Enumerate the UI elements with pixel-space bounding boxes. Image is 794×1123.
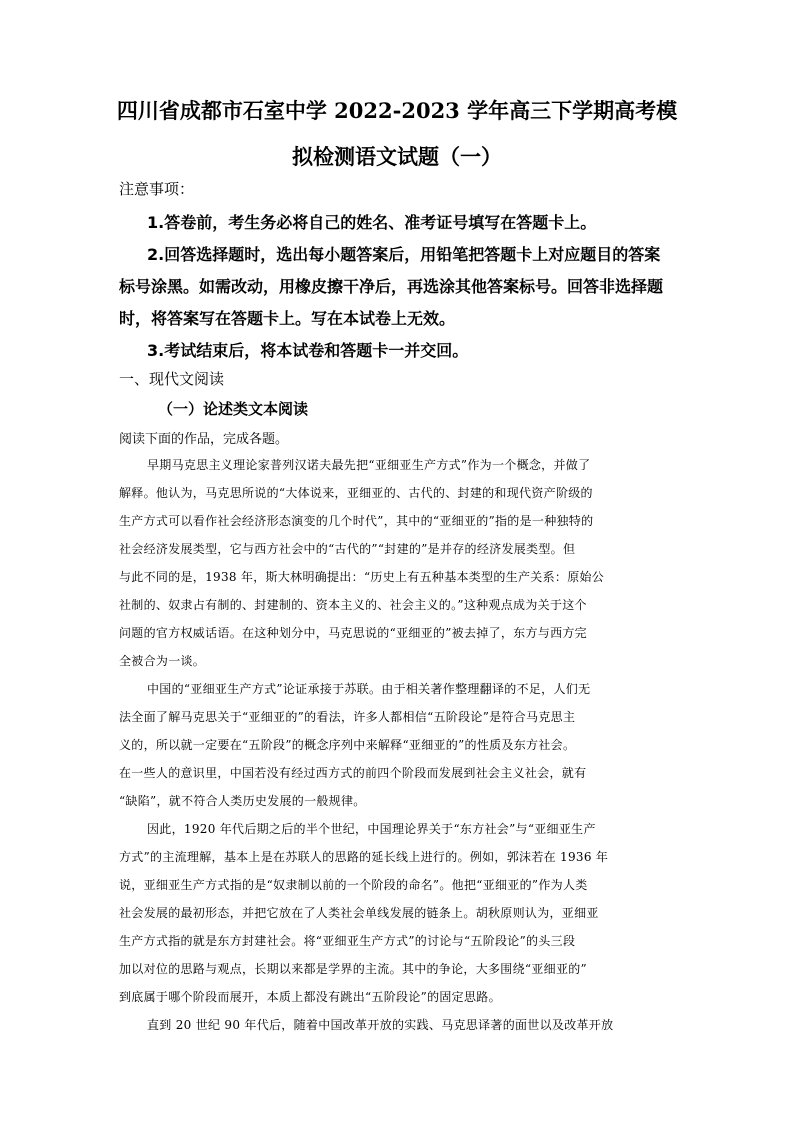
- notice-heading: 注意事项：: [119, 180, 195, 198]
- document-title-line-2: 拟检测语文试题（一）: [292, 144, 502, 169]
- body-line: 直到 20 世纪 90 年代后，随着中国改革开放的实践、马克思译著的面世以及改革开放: [147, 1018, 614, 1032]
- body-line: 解释。他认为，马克思所说的“大体说来，亚细亚的、古代的、封建的和现代资产阶级的: [119, 486, 593, 500]
- notice-item: 时，将答案写在答题卡上。写在本试卷上无效。: [119, 309, 456, 328]
- body-line: 社会发展的最初形态，并把它放在了人类社会单线发展的链条上。胡秋原则认为，亚细亚: [119, 906, 599, 920]
- notice-item: 3.考试结束后，将本试卷和答题卡一并交回。: [147, 341, 469, 360]
- body-line: 生产方式指的就是东方封建社会。将“亚细亚生产方式”的讨论与“五阶段论”的头三段: [119, 934, 576, 948]
- body-line: 中国的“亚细亚生产方式”论证承接于苏联。由于相关著作整理翻译的不足，人们无: [147, 682, 591, 696]
- body-line: 到底属于哪个阶段而展开，本质上都没有跳出“五阶段论”的固定思路。: [119, 990, 501, 1004]
- body-line: 生产方式可以看作社会经济形态演变的几个时代”，其中的“亚细亚的”指的是一种独特的: [119, 514, 594, 528]
- body-line: 全被合为一谈。: [119, 654, 206, 668]
- body-line: 加以对位的思路与观点，长期以来都是学界的主流。其中的争论，大多围绕“亚细亚的”: [119, 962, 587, 976]
- body-line: 说，亚细亚生产方式指的是“奴隶制以前的一个阶段的命名”。他把“亚细亚的”作为人类: [119, 878, 588, 892]
- body-line: 与此不同的是，1938 年，斯大林明确提出：“历史上有五种基本类型的生产关系：原始公: [119, 570, 605, 584]
- body-line: 方式”的主流理解，基本上是在苏联人的思路的延长线上进行的。例如，郭沫若在 1936 年: [119, 850, 609, 864]
- body-line: 问题的官方权威话语。在这种划分中，马克思说的“亚细亚的”被去掉了，东方与西方完: [119, 626, 587, 640]
- body-line: 因此，1920 年代后期之后的半个世纪，中国理论界关于“东方社会”与“亚细亚生产: [147, 822, 596, 836]
- section-heading: 一、现代文阅读: [119, 370, 225, 388]
- notice-item: 标号涂黑。如需改动，用橡皮擦干净后，再选涂其他答案标号。回答非选择题: [119, 277, 664, 296]
- body-line: 社制的、奴隶占有制的、封建制的、资本主义的、社会主义的。”这种观点成为关于这个: [119, 598, 587, 612]
- body-line: 法全面了解马克思关于“亚细亚的”的看法，许多人都相信“五阶段论”是符合马克思主: [119, 710, 576, 724]
- document-title-line-1: 四川省成都市石室中学 2022-2023 学年高三下学期高考模: [116, 98, 678, 123]
- notice-item: 2.回答选择题时，选出每小题答案后，用铅笔把答题卡上对应题目的答案: [147, 245, 661, 264]
- body-line: 义的，所以就一定要在“五阶段”的概念序列中来解释“亚细亚的”的性质及东方社会。: [119, 738, 576, 752]
- body-line: 社会经济发展类型，它与西方社会中的“古代的”“封建的”是并存的经济发展类型。但: [119, 542, 576, 556]
- body-line: 早期马克思主义理论家普列汉诺夫最先把“亚细亚生产方式”作为一个概念，并做了: [147, 458, 591, 472]
- reading-instruction: 阅读下面的作品，完成各题。: [119, 432, 289, 447]
- body-line: “缺陷”，就不符合人类历史发展的一般规律。: [119, 794, 366, 808]
- notice-item: 1.答卷前，考生务必将自己的姓名、准考证号填写在答题卡上。: [147, 213, 597, 232]
- subsection-heading: （一）论述类文本阅读: [158, 400, 309, 418]
- body-line: 在一些人的意识里，中国若没有经过西方式的前四个阶段而发展到社会主义社会，就有: [119, 766, 587, 780]
